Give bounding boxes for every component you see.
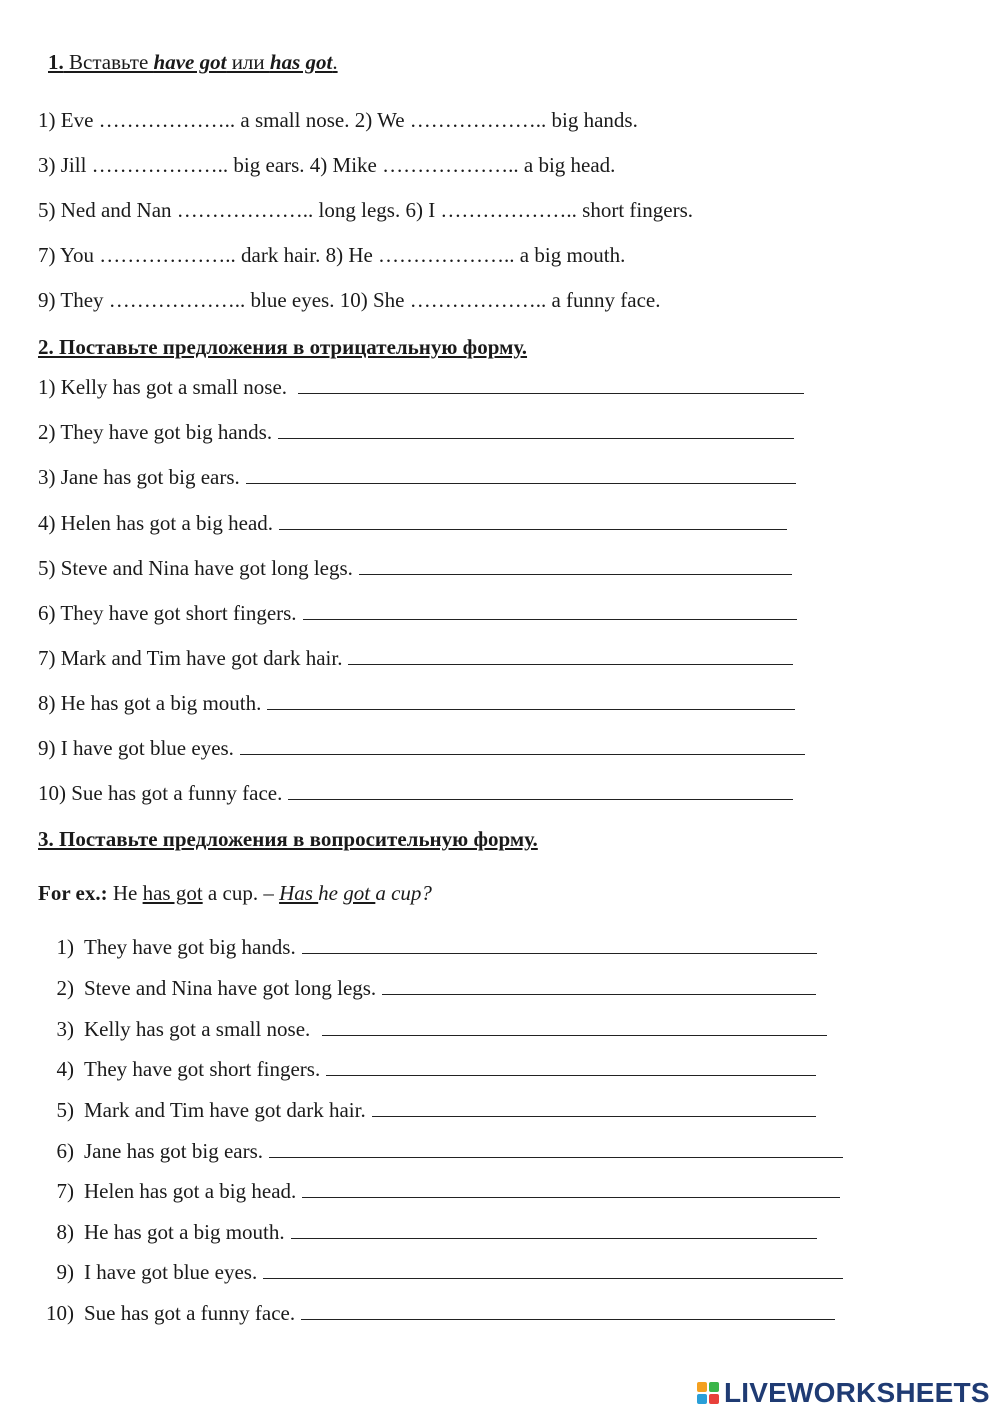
example-label: For ex.: (38, 881, 108, 905)
item-number: 9) (56, 1260, 74, 1284)
answer-blank[interactable] (348, 646, 793, 665)
section3-item (38, 1300, 835, 1326)
section1-number: 1. (48, 50, 64, 74)
section1-line: 1) Eve ……………….. a small nose. 2) We ……………….. big hands. (38, 108, 638, 132)
item-text: They have got short fingers. (84, 1057, 321, 1081)
section1-line: 5) Ned and Nan ……………….. long legs. 6) I ……………….. short fingers. (38, 198, 693, 222)
answer-blank[interactable] (322, 1017, 827, 1036)
answer-blank[interactable] (263, 1260, 843, 1279)
section1-heading (48, 49, 338, 75)
section2-item (38, 600, 797, 626)
section2-item (38, 645, 793, 671)
section3-heading: 3. Поставьте предложения в вопросительную форму. (38, 827, 538, 851)
example-has-got: has got (142, 881, 203, 905)
section1-period: . (332, 50, 338, 74)
item-number: 2) (56, 976, 74, 1000)
section1-heading-text: Вставьте (63, 50, 154, 74)
answer-blank[interactable] (303, 601, 797, 620)
item-text: 7) Mark and Tim have got dark hair. (38, 646, 343, 670)
item-number: 1) (56, 935, 74, 959)
logo-square (697, 1394, 707, 1404)
section3-item (38, 1056, 816, 1082)
answer-blank[interactable] (240, 736, 805, 755)
section2-item (38, 464, 796, 490)
section2-item (38, 510, 787, 536)
item-text: Jane has got big ears. (84, 1139, 264, 1163)
item-text: 4) Helen has got a big head. (38, 511, 274, 535)
section3-item (38, 1178, 840, 1204)
answer-blank[interactable] (302, 935, 817, 954)
item-text: 2) They have got big hands. (38, 420, 273, 444)
item-text: 1) Kelly has got a small nose. (38, 375, 293, 399)
section3-item (38, 1097, 816, 1123)
item-number: 6) (56, 1139, 74, 1163)
item-text: Mark and Tim have got dark hair. (84, 1098, 366, 1122)
answer-blank[interactable] (372, 1098, 816, 1117)
section3-item (38, 1259, 843, 1285)
liveworksheets-logo (697, 1378, 990, 1408)
section3-item (38, 934, 817, 960)
item-number: 7) (56, 1179, 74, 1203)
item-text: 9) I have got blue eyes. (38, 736, 234, 760)
section1-line: 7) You ……………….. dark hair. 8) He ……………….. a big mouth. (38, 243, 626, 267)
answer-blank[interactable] (269, 1139, 843, 1158)
answer-blank[interactable] (326, 1057, 816, 1076)
section2-item (38, 780, 793, 806)
item-text: I have got blue eyes. (84, 1260, 258, 1284)
answer-blank[interactable] (302, 1179, 840, 1198)
section1-have-got: have got (153, 50, 227, 74)
section3-item (38, 975, 816, 1001)
example-text: He (107, 881, 143, 905)
logo-text: LIVEWORKSHEETS (724, 1377, 990, 1408)
logo-square (709, 1394, 719, 1404)
item-number: 10) (46, 1301, 74, 1325)
answer-blank[interactable] (288, 781, 793, 800)
item-text: They have got big hands. (84, 935, 296, 959)
example-line (38, 880, 432, 906)
example-got: got (343, 881, 376, 905)
section2-item (38, 419, 794, 445)
section1-line: 3) Jill ……………….. big ears. 4) Mike ……………….. a big head. (38, 153, 616, 177)
answer-blank[interactable] (279, 511, 787, 530)
example-has: Has (279, 881, 319, 905)
section2-item (38, 374, 804, 400)
item-number: 8) (56, 1220, 74, 1244)
section2-item (38, 690, 795, 716)
section1-line: 9) They ……………….. blue eyes. 10) She ……………….. a funny face. (38, 288, 661, 312)
item-text: Kelly has got a small nose. (84, 1017, 316, 1041)
item-text: Sue has got a funny face. (84, 1301, 296, 1325)
logo-square (697, 1382, 707, 1392)
item-text: 5) Steve and Nina have got long legs. (38, 556, 353, 580)
answer-blank[interactable] (246, 465, 796, 484)
answer-blank[interactable] (382, 976, 816, 995)
section3-item (38, 1138, 843, 1164)
answer-blank[interactable] (278, 420, 794, 439)
section3-item (38, 1219, 817, 1245)
item-number: 5) (56, 1098, 74, 1122)
answer-blank[interactable] (267, 691, 795, 710)
answer-blank[interactable] (359, 556, 792, 575)
logo-square (709, 1382, 719, 1392)
item-text: 8) He has got a big mouth. (38, 691, 262, 715)
logo-mark-icon (697, 1382, 719, 1404)
answer-blank[interactable] (291, 1220, 817, 1239)
example-text: a cup. – (202, 881, 280, 905)
section1-or: или (226, 50, 270, 74)
item-text: Steve and Nina have got long legs. (84, 976, 377, 1000)
section3-item (38, 1016, 827, 1042)
section1-has-got: has got (269, 50, 333, 74)
item-text: 6) They have got short fingers. (38, 601, 297, 625)
section2-heading: 2. Поставьте предложения в отрицательную форму. (38, 335, 528, 359)
section2-item (38, 735, 805, 761)
section2-item (38, 555, 792, 581)
example-a-cup: a cup? (375, 881, 432, 905)
item-text: 3) Jane has got big ears. (38, 465, 240, 489)
answer-blank[interactable] (298, 375, 804, 394)
answer-blank[interactable] (301, 1301, 835, 1320)
item-text: 10) Sue has got a funny face. (38, 781, 283, 805)
item-text: Helen has got a big head. (84, 1179, 297, 1203)
item-number: 4) (56, 1057, 74, 1081)
item-text: He has got a big mouth. (84, 1220, 285, 1244)
item-number: 3) (56, 1017, 74, 1041)
example-he: he (318, 881, 344, 905)
